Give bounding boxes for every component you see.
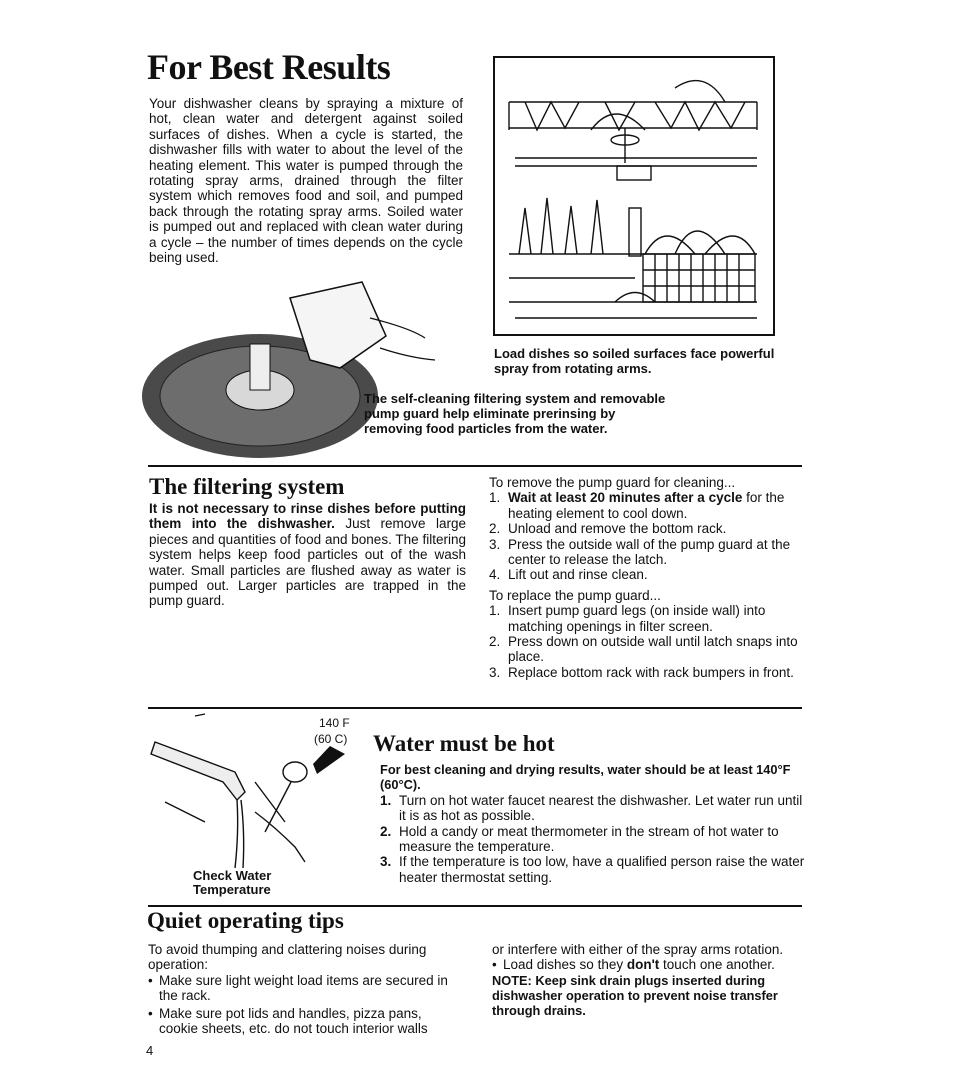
list-item: 2. Unload and remove the bottom rack. (489, 521, 727, 537)
intro-paragraph: Your dishwasher cleans by spraying a mixture of hot, clean water and detergent against soiled surfaces of dishes. When a cycle is started, the dishwasher fills with water to about the level of the heating element. This water is pumped through the rotating spray arms, drained through the filter system which removes food and soil, and pumped back through the rotating spray arms. Soiled water is pumped out and replaced with clean water during a cycle – the number of times depends on the cycle being used. (149, 96, 463, 266)
filter-caption: The self-cleaning filtering system and removable pump guard help eliminate prerinsing by removing food particles from the water. (364, 391, 666, 436)
remove-steps (489, 490, 807, 582)
quiet-intro: To avoid thumping and clattering noises during operation: (148, 942, 427, 973)
thermometer-label-f: 140 F (319, 716, 350, 730)
dish-racks-illustration (493, 56, 775, 336)
list-item: 1. Turn on hot water faucet nearest the dishwasher. Let water run until it is as hot as possible. (380, 792, 803, 824)
water-section (380, 762, 805, 885)
water-heading: Water must be hot (373, 731, 555, 756)
filtering-body-text: Just remove large pieces and quantities of food and bones. The filtering system helps keep food particles out of the wash water. Small particles are flushed away as water is pumped out. Larger particles are trapped in the pump guard. (149, 516, 467, 609)
thermometer-label-c: (60 C) (314, 732, 348, 746)
pump-guard-instructions (489, 475, 807, 680)
filtering-body (149, 501, 466, 609)
list-item: 1. Wait at least 20 minutes after a cycle for the heating element to cool down. (489, 490, 785, 521)
racks-caption: Load dishes so soiled surfaces face powerful spray from rotating arms. (494, 346, 775, 376)
page-number: 4 (146, 1043, 154, 1058)
water-steps (380, 793, 805, 885)
list-item: 3. Replace bottom rack with rack bumpers in front. (489, 664, 794, 680)
list-item: • Make sure pot lids and handles, pizza pans, cookie sheets, etc. do not touch interior walls (148, 1005, 428, 1037)
thermometer-caption-1: Check Water (193, 868, 272, 883)
quiet-note: NOTE: Keep sink drain plugs inserted during dishwasher operation to prevent noise transfer through drains. (492, 972, 778, 1018)
filtering-bold-lead: It is not necessary to rinse dishes before putting them into the dishwasher. (149, 501, 466, 532)
list-item: • Load dishes so they don't touch one another. (492, 957, 775, 973)
section-divider (148, 905, 802, 907)
quiet-left-column (148, 942, 462, 1036)
thermometer-caption-2: Temperature (193, 882, 271, 897)
list-item: 3. Press the outside wall of the pump guard at the center to release the latch. (489, 536, 791, 568)
page-title: For Best Results (147, 47, 391, 87)
quiet-right-column (492, 942, 805, 1018)
filtering-heading: The filtering system (149, 474, 345, 499)
replace-intro: To replace the pump guard... (489, 587, 661, 603)
list-item: 3. If the temperature is too low, have a qualified person raise the water heater thermostat setting. (380, 854, 805, 885)
list-item: 2. Hold a candy or meat thermometer in the stream of hot water to measure the temperature. (380, 823, 779, 855)
water-bold-lead: For best cleaning and drying results, water should be at least 140°F (60°C). (380, 762, 791, 793)
quiet-heading: Quiet operating tips (147, 908, 344, 933)
dish-racks-drawing (495, 58, 773, 334)
quiet-continued: or interfere with either of the spray arms rotation. (492, 942, 784, 957)
quiet-bullets (148, 973, 462, 1037)
quiet-bullets-right (492, 957, 805, 972)
remove-intro: To remove the pump guard for cleaning... (489, 475, 736, 490)
list-item: 1. Insert pump guard legs (on inside wall) into matching openings in filter screen. (489, 603, 766, 634)
list-item: 4. Lift out and rinse clean. (489, 567, 648, 583)
section-divider (148, 707, 802, 709)
list-item: • Make sure light weight load items are secured in the rack. (148, 972, 448, 1004)
replace-steps (489, 603, 807, 680)
list-item: 2. Press down on outside wall until latch snaps into place. (489, 634, 798, 665)
section-divider (148, 465, 802, 467)
